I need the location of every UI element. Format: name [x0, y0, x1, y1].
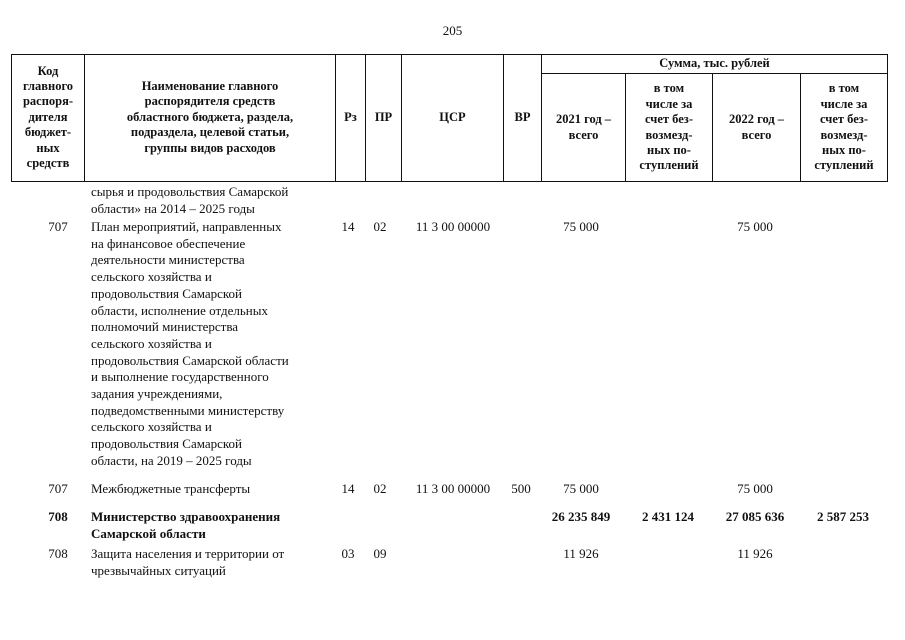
continuation-text: сырья и продовольствия Самарской области» на 2014 – 2025 годы: [91, 184, 289, 216]
row-csr: 11 3 00 00000: [415, 219, 491, 234]
header-csr: ЦСР: [439, 109, 466, 124]
row-name: Защита населения и территории от чрезвычайных ситуаций: [91, 546, 285, 578]
header-pr: ПР: [374, 109, 393, 124]
header-2021-grants: в том числе за счет без- возмезд- ных по- ступлений: [639, 81, 699, 173]
row-name: Министерство здравоохранения Самарской области: [91, 509, 281, 541]
header-2021-total: 2021 год – всего: [555, 112, 612, 142]
header-code: Код главного распоря- дителя бюджет- ных средств: [22, 63, 74, 171]
header-2022-total: 2022 год – всего: [728, 112, 785, 142]
header-name: Наименование главного распорядителя средств областного бюджета, раздела, подраздела, целевой статьи, группы видов расходов: [126, 78, 294, 155]
page-number: 205: [442, 23, 463, 38]
row-rz: 14: [341, 481, 355, 496]
row-2021-total: 75 000: [563, 219, 599, 234]
row-2022-grants: 2 587 253: [817, 509, 869, 524]
row-rz: 14: [341, 219, 355, 234]
row-code: 707: [48, 481, 68, 496]
row-name: План мероприятий, направленных на финансовое обеспечение деятельности министерства сельского хозяйства и продовольствия Самарской области, исполнение отдельных полномочий министерства сельского хозяйства и продовольствия Самарской области и выполнение государственного задания учреждениями, подведомственными министерству сельского хозяйства и продовольствия Самарской области, на 2019 – 2025 годы: [91, 219, 289, 468]
row-rz: 03: [341, 546, 355, 561]
row-2021-grants: 2 431 124: [642, 509, 694, 524]
row-csr: 11 3 00 00000: [415, 481, 491, 496]
row-2021-total: 26 235 849: [551, 509, 611, 524]
row-code: 707: [48, 219, 68, 234]
row-2021-total: 75 000: [563, 481, 599, 496]
table-header: [11, 54, 888, 182]
header-rz: Рз: [344, 109, 357, 124]
row-pr: 02: [373, 481, 387, 496]
header-2022-grants: в том числе за счет без- возмезд- ных по- ступлений: [814, 81, 874, 173]
row-vr: 500: [511, 481, 531, 496]
row-code: 708: [48, 509, 68, 524]
row-pr: 09: [373, 546, 387, 561]
header-sum: Сумма, тыс. рублей: [659, 55, 770, 70]
row-pr: 02: [373, 219, 387, 234]
row-code: 708: [48, 546, 68, 561]
row-2022-total: 27 085 636: [725, 509, 785, 524]
row-2022-total: 75 000: [737, 481, 773, 496]
row-2022-total: 11 926: [737, 546, 773, 561]
header-bottom-border: [11, 181, 888, 182]
row-name: Межбюджетные трансферты: [91, 481, 251, 496]
row-2022-total: 75 000: [737, 219, 773, 234]
header-vr: ВР: [514, 109, 531, 124]
row-2021-total: 11 926: [563, 546, 599, 561]
col-border: [887, 54, 888, 182]
